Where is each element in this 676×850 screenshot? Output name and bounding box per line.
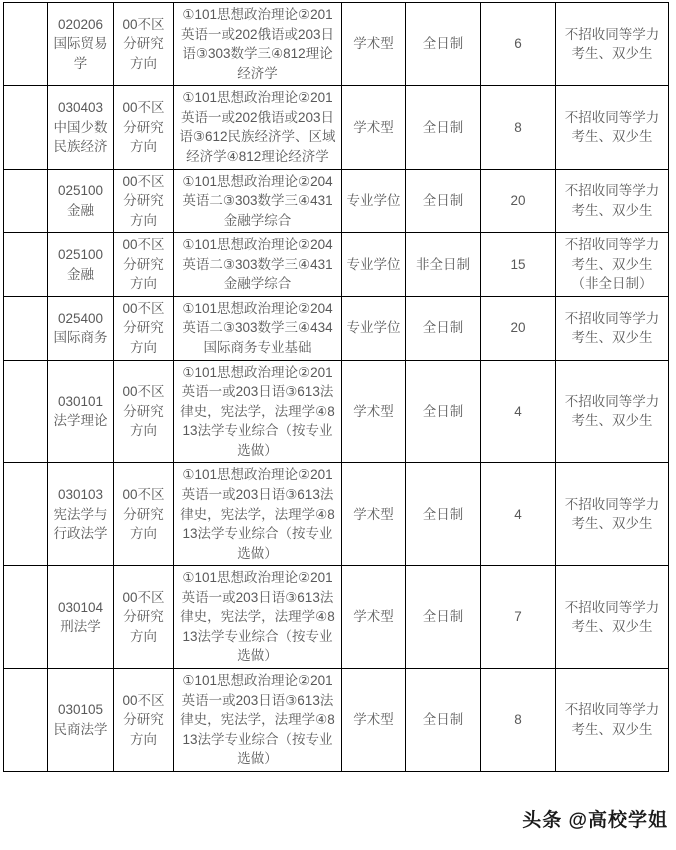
cell-degree-type: 学术型 xyxy=(342,463,406,566)
major-name: 国际商务 xyxy=(53,330,108,346)
cell-remarks: 不招收同等学力考生、双少生 xyxy=(556,86,669,169)
cell-study-mode: 全日制 xyxy=(406,463,481,566)
major-code: 025100 xyxy=(57,246,104,262)
cell-group xyxy=(4,296,48,360)
cell-remarks: 不招收同等学力考生、双少生 xyxy=(556,169,669,233)
cell-research-direction: 00不区分研究方向 xyxy=(114,669,174,772)
cell-major-code xyxy=(48,3,114,86)
cell-research-direction: 00不区分研究方向 xyxy=(114,233,174,297)
major-code: 030403 xyxy=(57,100,104,116)
cell-degree-type: 学术型 xyxy=(342,86,406,169)
cell-major-code xyxy=(48,169,114,233)
cell-group xyxy=(4,3,48,86)
cell-enrollment-count: 7 xyxy=(481,566,556,669)
cell-group xyxy=(4,463,48,566)
table-row xyxy=(4,360,669,463)
cell-group xyxy=(4,86,48,169)
cell-exam-subjects: ①101思想政治理论②201英语一或203日语③613法律史，宪法学，法理学④813法学专业综合（按专业选做） xyxy=(174,360,342,463)
admission-table-body xyxy=(4,3,669,772)
cell-degree-type: 专业学位 xyxy=(342,233,406,297)
table-row xyxy=(4,169,669,233)
cell-research-direction: 00不区分研究方向 xyxy=(114,3,174,86)
major-name: 国际贸易学 xyxy=(53,36,108,71)
cell-exam-subjects: ①101思想政治理论②204英语二③303数学三④434国际商务专业基础 xyxy=(174,296,342,360)
cell-exam-subjects: ①101思想政治理论②201英语一或203日语③613法律史，宪法学，法理学④813法学专业综合（按专业选做） xyxy=(174,669,342,772)
cell-enrollment-count: 4 xyxy=(481,360,556,463)
cell-enrollment-count: 20 xyxy=(481,296,556,360)
cell-enrollment-count: 8 xyxy=(481,86,556,169)
cell-group xyxy=(4,669,48,772)
cell-remarks: 不招收同等学力考生、双少生 xyxy=(556,566,669,669)
cell-major-code xyxy=(48,296,114,360)
cell-exam-subjects: ①101思想政治理论②201英语一或203日语③613法律史，宪法学，法理学④813法学专业综合（按专业选做） xyxy=(174,566,342,669)
cell-remarks: 不招收同等学力考生、双少生 xyxy=(556,463,669,566)
major-name: 金融 xyxy=(67,266,94,282)
cell-remarks: 不招收同等学力考生、双少生 xyxy=(556,296,669,360)
cell-research-direction: 00不区分研究方向 xyxy=(114,296,174,360)
cell-research-direction: 00不区分研究方向 xyxy=(114,360,174,463)
cell-degree-type: 学术型 xyxy=(342,360,406,463)
cell-research-direction: 00不区分研究方向 xyxy=(114,566,174,669)
cell-group xyxy=(4,360,48,463)
cell-study-mode: 全日制 xyxy=(406,296,481,360)
table-row xyxy=(4,463,669,566)
cell-remarks: 不招收同等学力考生、双少生（非全日制） xyxy=(556,233,669,297)
cell-exam-subjects: ①101思想政治理论②204英语二③303数学三④431金融学综合 xyxy=(174,169,342,233)
cell-enrollment-count: 20 xyxy=(481,169,556,233)
cell-exam-subjects: ①101思想政治理论②201英语一或202俄语或203日语③303数学三④812理论经济学 xyxy=(174,3,342,86)
table-row xyxy=(4,233,669,297)
cell-enrollment-count: 4 xyxy=(481,463,556,566)
cell-study-mode: 全日制 xyxy=(406,86,481,169)
cell-exam-subjects: ①101思想政治理论②201英语一或203日语③613法律史，宪法学，法理学④813法学专业综合（按专业选做） xyxy=(174,463,342,566)
cell-research-direction: 00不区分研究方向 xyxy=(114,86,174,169)
cell-major-code xyxy=(48,360,114,463)
cell-study-mode: 全日制 xyxy=(406,169,481,233)
major-code: 025400 xyxy=(57,310,104,326)
cell-exam-subjects: ①101思想政治理论②204英语二③303数学三④431金融学综合 xyxy=(174,233,342,297)
cell-study-mode: 全日制 xyxy=(406,3,481,86)
table-row xyxy=(4,296,669,360)
cell-major-code xyxy=(48,463,114,566)
cell-major-code xyxy=(48,669,114,772)
major-code: 030101 xyxy=(57,393,104,409)
cell-enrollment-count: 8 xyxy=(481,669,556,772)
cell-study-mode: 全日制 xyxy=(406,669,481,772)
major-name: 法学理论 xyxy=(53,413,108,429)
cell-exam-subjects: ①101思想政治理论②201英语一或202俄语或203日语③612民族经济学、区域经济学④812理论经济学 xyxy=(174,86,342,169)
cell-study-mode: 非全日制 xyxy=(406,233,481,297)
table-row xyxy=(4,3,669,86)
table-row xyxy=(4,86,669,169)
cell-degree-type: 学术型 xyxy=(342,669,406,772)
cell-enrollment-count: 15 xyxy=(481,233,556,297)
major-code: 020206 xyxy=(57,16,104,32)
cell-major-code xyxy=(48,566,114,669)
cell-research-direction: 00不区分研究方向 xyxy=(114,463,174,566)
major-name: 宪法学与行政法学 xyxy=(53,506,108,542)
admission-table xyxy=(3,2,669,772)
cell-group xyxy=(4,566,48,669)
cell-study-mode: 全日制 xyxy=(406,566,481,669)
major-code: 025100 xyxy=(57,183,104,199)
cell-remarks: 不招收同等学力考生、双少生 xyxy=(556,669,669,772)
cell-major-code xyxy=(48,233,114,297)
cell-study-mode: 全日制 xyxy=(406,360,481,463)
cell-group xyxy=(4,169,48,233)
table-row xyxy=(4,566,669,669)
major-name: 刑法学 xyxy=(60,619,101,635)
major-code: 030104 xyxy=(57,599,104,615)
major-code: 030105 xyxy=(57,702,104,718)
cell-remarks: 不招收同等学力考生、双少生 xyxy=(556,360,669,463)
cell-degree-type: 学术型 xyxy=(342,566,406,669)
table-row xyxy=(4,669,669,772)
cell-major-code xyxy=(48,86,114,169)
major-name: 中国少数民族经济 xyxy=(53,119,108,155)
major-name: 金融 xyxy=(67,202,94,218)
cell-degree-type: 专业学位 xyxy=(342,296,406,360)
cell-group xyxy=(4,233,48,297)
major-name: 民商法学 xyxy=(53,721,108,737)
cell-remarks: 不招收同等学力考生、双少生 xyxy=(556,3,669,86)
cell-enrollment-count: 6 xyxy=(481,3,556,86)
admission-table-container xyxy=(3,2,668,772)
major-code: 030103 xyxy=(57,486,104,502)
cell-research-direction: 00不区分研究方向 xyxy=(114,169,174,233)
cell-degree-type: 专业学位 xyxy=(342,169,406,233)
watermark-label: 头条 @高校学姐 xyxy=(522,810,668,831)
cell-degree-type: 学术型 xyxy=(342,3,406,86)
